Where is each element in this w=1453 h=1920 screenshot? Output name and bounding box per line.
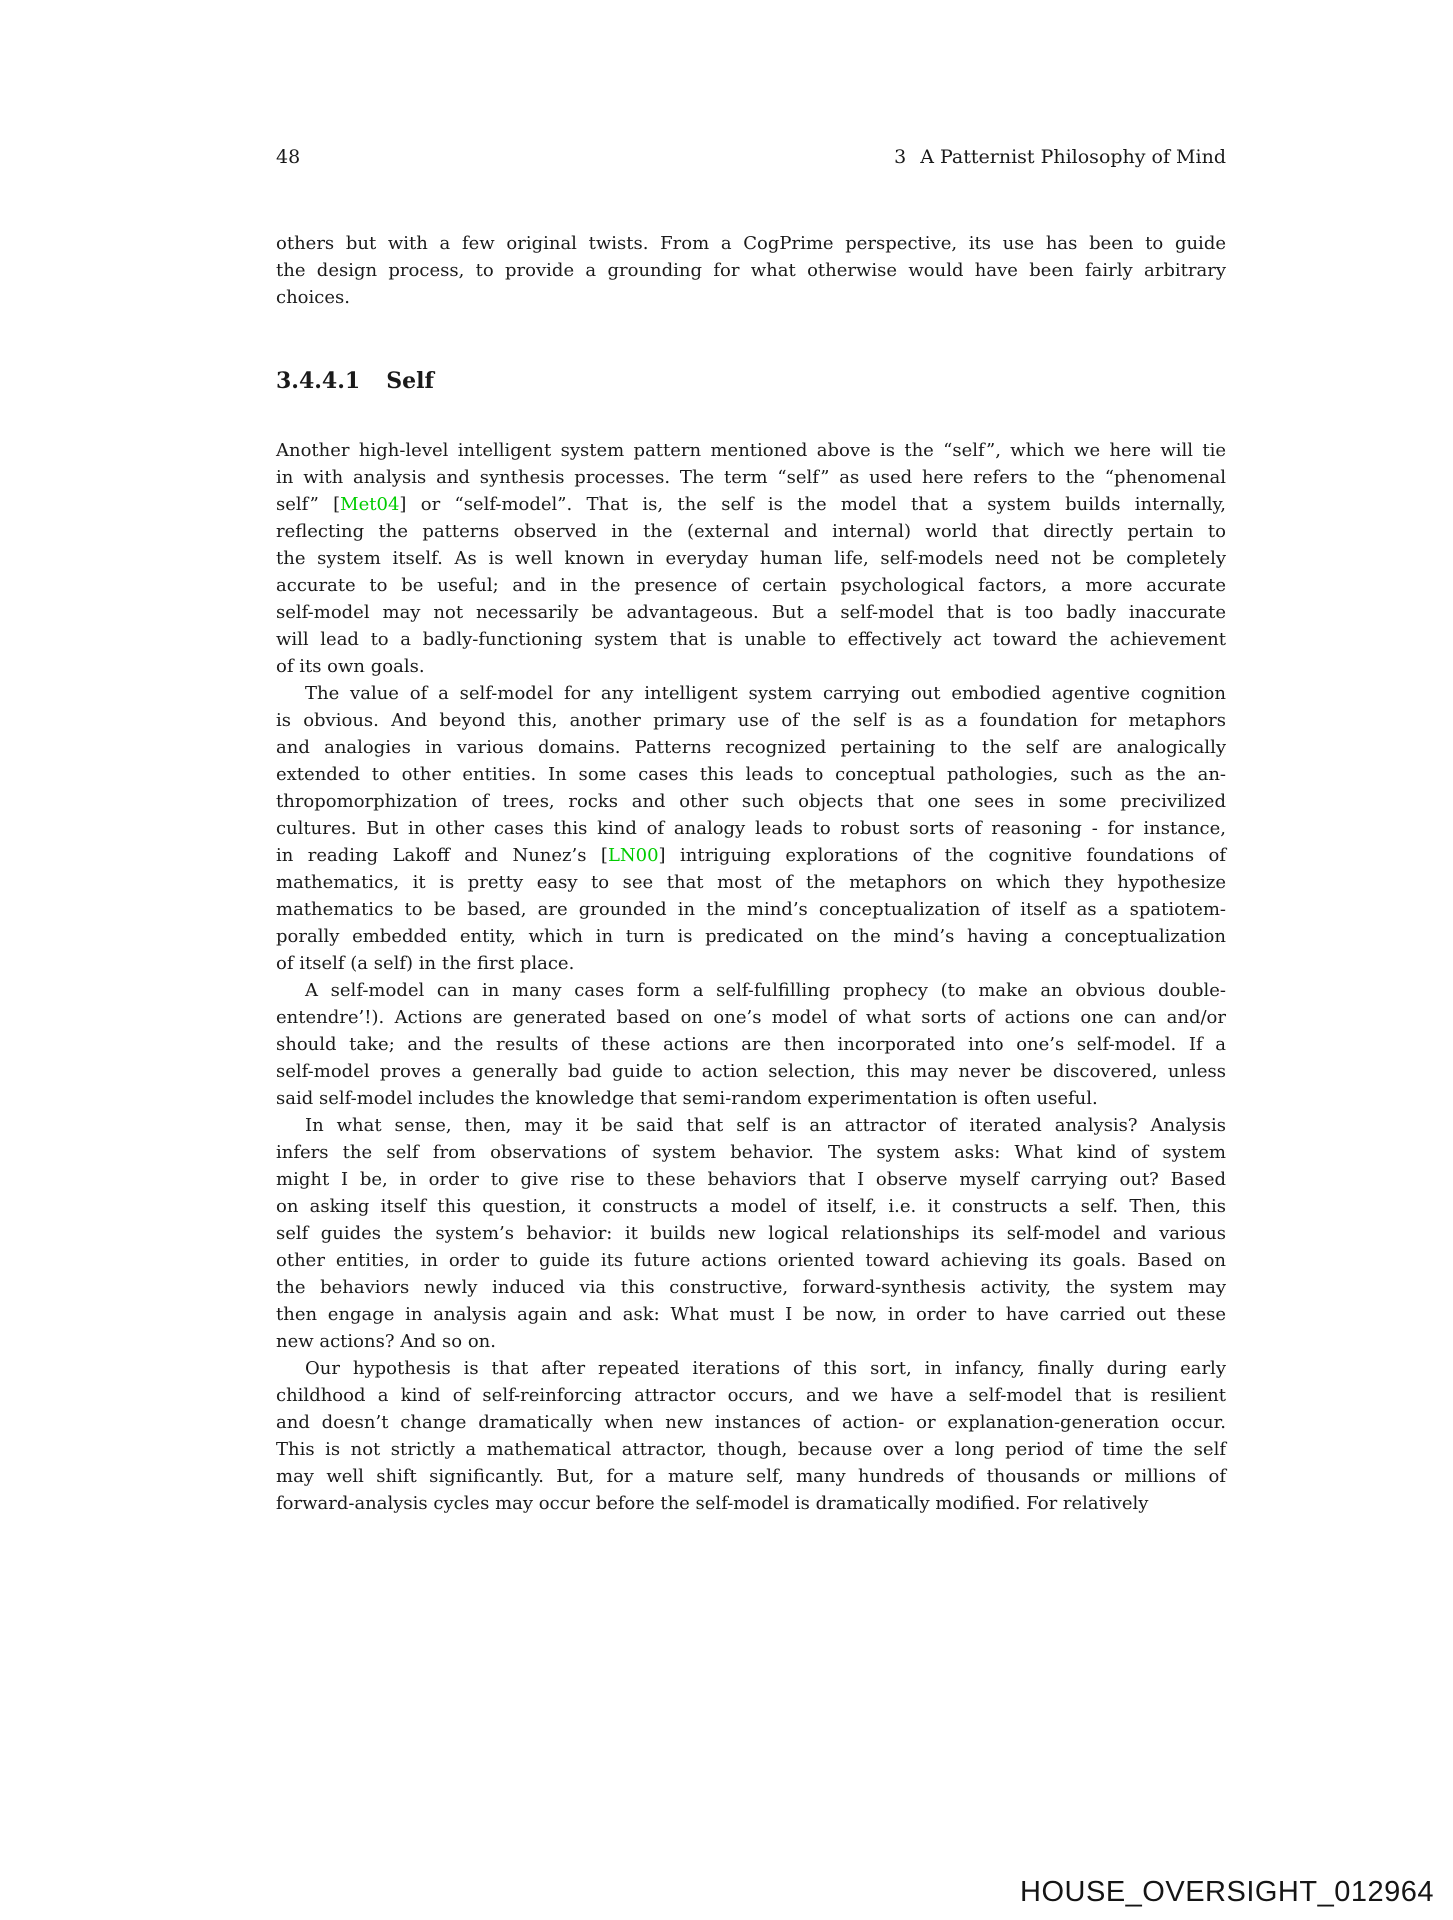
text-line [276,653,1226,680]
text-run: of its own goals. [276,656,425,677]
text-run: reflecting the patterns observed in the (external and internal) world that directly pertain to [276,521,1226,542]
text-run: self” [ [276,494,341,515]
text-run: This is not strictly a mathematical attractor, though, because over a long period of time the self [276,1439,1226,1460]
text-run: new actions? And so on. [276,1331,496,1352]
text-line [276,1004,1226,1031]
text-line [276,1490,1226,1517]
paragraph [276,437,1226,680]
text-line [276,1220,1226,1247]
text-run: entendre’!). Actions are generated based on one’s model of what sorts of actions one can and/or [276,1007,1226,1028]
text-run: mathematics, it is pretty easy to see that most of the metaphors on which they hypothesize [276,872,1226,893]
text-run: should take; and the results of these actions are then incorporated into one’s self-model. If a [276,1034,1226,1055]
text-line [276,950,1226,977]
text-run: Our hypothesis is that after repeated iterations of this sort, in infancy, finally during early [305,1358,1226,1379]
text-line [276,1058,1226,1085]
text-run: other entities, in order to guide its future actions oriented toward achieving its goals. Based on [276,1250,1226,1271]
text-line [276,599,1226,626]
text-run: Another high-level intelligent system pattern mentioned above is the “self”, which we here will tie [276,440,1226,461]
text-run: the behaviors newly induced via this constructive, forward-synthesis activity, the system may [276,1277,1226,1298]
text-line [276,1436,1226,1463]
text-run: ] or “self-model”. That is, the self is the model that a system builds internally, [399,494,1226,515]
text-line [276,680,1226,707]
text-line [276,1409,1226,1436]
text-line [276,1328,1226,1355]
text-run: In what sense, then, may it be said that self is an attractor of iterated analysis? Analysis [305,1115,1226,1136]
text-line [276,815,1226,842]
text-line [276,1031,1226,1058]
paragraph [276,680,1226,977]
text-run: mathematics to be based, are grounded in the mind’s conceptualization of itself as a spatiotem- [276,899,1226,920]
text-line [276,1166,1226,1193]
text-run: self-model proves a generally bad guide to action selection, this may never be discovered, unless [276,1061,1226,1082]
paragraph [276,1112,1226,1355]
text-run: on asking itself this question, it constructs a model of itself, i.e. it constructs a self. Then, this [276,1196,1226,1217]
text-run: is obvious. And beyond this, another primary use of the self is as a foundation for metaphors [276,710,1226,731]
text-line [276,626,1226,653]
section-heading-number: 3.4.4.1 [276,368,361,394]
text-line [276,842,1226,869]
text-line [276,1085,1226,1112]
text-line [276,491,1226,518]
bates-stamp-watermark: HOUSE_OVERSIGHT_012964 [1020,1876,1434,1908]
text-line [276,869,1226,896]
text-run: others but with a few original twists. From a CogPrime perspective, its use has been to guide [276,233,1226,254]
text-line [276,761,1226,788]
text-run: might I be, in order to give rise to these behaviors that I observe myself carrying out? Based [276,1169,1226,1190]
text-run: porally embedded entity, which in turn is predicated on the mind’s having a conceptualization [276,926,1226,947]
text-line [276,572,1226,599]
text-run: then engage in analysis again and ask: What must I be now, in order to have carried out these [276,1304,1226,1325]
citation-link[interactable]: Met04 [340,494,400,515]
text-line [276,1112,1226,1139]
text-line [276,1139,1226,1166]
text-run: infers the self from observations of system behavior. The system asks: What kind of system [276,1142,1226,1163]
running-header-chapter-number: 3 [894,146,907,168]
text-line [276,1301,1226,1328]
text-line [276,464,1226,491]
body-text [276,230,1226,1517]
text-line [276,734,1226,761]
text-run: said self-model includes the knowledge that semi-random experimentation is often useful. [276,1088,1098,1109]
text-line [276,896,1226,923]
text-run: forward-analysis cycles may occur before the self-model is dramatically modified. For relatively [276,1493,1149,1514]
text-line [276,1274,1226,1301]
text-run: extended to other entities. In some cases this leads to conceptual pathologies, such as the an- [276,764,1226,785]
text-run: thropomorphization of trees, rocks and other such objects that one sees in some precivilized [276,791,1226,812]
paragraph [276,977,1226,1112]
text-line [276,1382,1226,1409]
text-line [276,1463,1226,1490]
text-run: and doesn’t change dramatically when new instances of action- or explanation-generation occur. [276,1412,1226,1433]
running-header [894,146,1226,168]
text-line [276,230,1226,257]
text-run: The value of a self-model for any intelligent system carrying out embodied agentive cognition [305,683,1226,704]
text-run: the design process, to provide a grounding for what otherwise would have been fairly arbitrary [276,260,1226,281]
section-heading [276,365,1226,398]
running-header-title: A Patternist Philosophy of Mind [920,146,1226,168]
text-line [276,1247,1226,1274]
text-run: in reading Lakoff and Nunez’s [ [276,845,608,866]
text-run: A self-model can in many cases form a self-fulfilling prophecy (to make an obvious double- [305,980,1226,1001]
text-line [276,545,1226,572]
text-run: the system itself. As is well known in everyday human life, self-models need not be completely [276,548,1226,569]
text-run: choices. [276,287,350,308]
text-line [276,257,1226,284]
text-run: childhood a kind of self-reinforcing attractor occurs, and we have a self-model that is resilient [276,1385,1226,1406]
text-run: in with analysis and synthesis processes. The term “self” as used here refers to the “phenomenal [276,467,1226,488]
page-header [276,146,1226,168]
text-run: self-model may not necessarily be advantageous. But a self-model that is too badly inaccurate [276,602,1226,623]
text-line [276,437,1226,464]
text-run: and analogies in various domains. Patterns recognized pertaining to the self are analogically [276,737,1226,758]
text-line [276,788,1226,815]
text-line [276,1355,1226,1382]
section-heading-title: Self [386,368,434,394]
paragraph [276,1355,1226,1517]
text-line [276,707,1226,734]
text-line [276,977,1226,1004]
text-run: will lead to a badly-functioning system that is unable to effectively act toward the achievement [276,629,1226,650]
text-run: cultures. But in other cases this kind of analogy leads to robust sorts of reasoning - for instance, [276,818,1226,839]
paragraph [276,230,1226,311]
text-run: accurate to be useful; and in the presence of certain psychological factors, a more accurate [276,575,1226,596]
citation-link[interactable]: LN00 [607,845,659,866]
text-line [276,284,1226,311]
text-run: of itself (a self) in the first place. [276,953,575,974]
text-line [276,518,1226,545]
page-number: 48 [276,146,301,168]
text-run: may well shift significantly. But, for a mature self, many hundreds of thousands or millions of [276,1466,1226,1487]
text-run: self guides the system’s behavior: it builds new logical relationships its self-model and various [276,1223,1226,1244]
text-line [276,1193,1226,1220]
text-run: ] intriguing explorations of the cognitive foundations of [658,845,1226,866]
text-line [276,923,1226,950]
